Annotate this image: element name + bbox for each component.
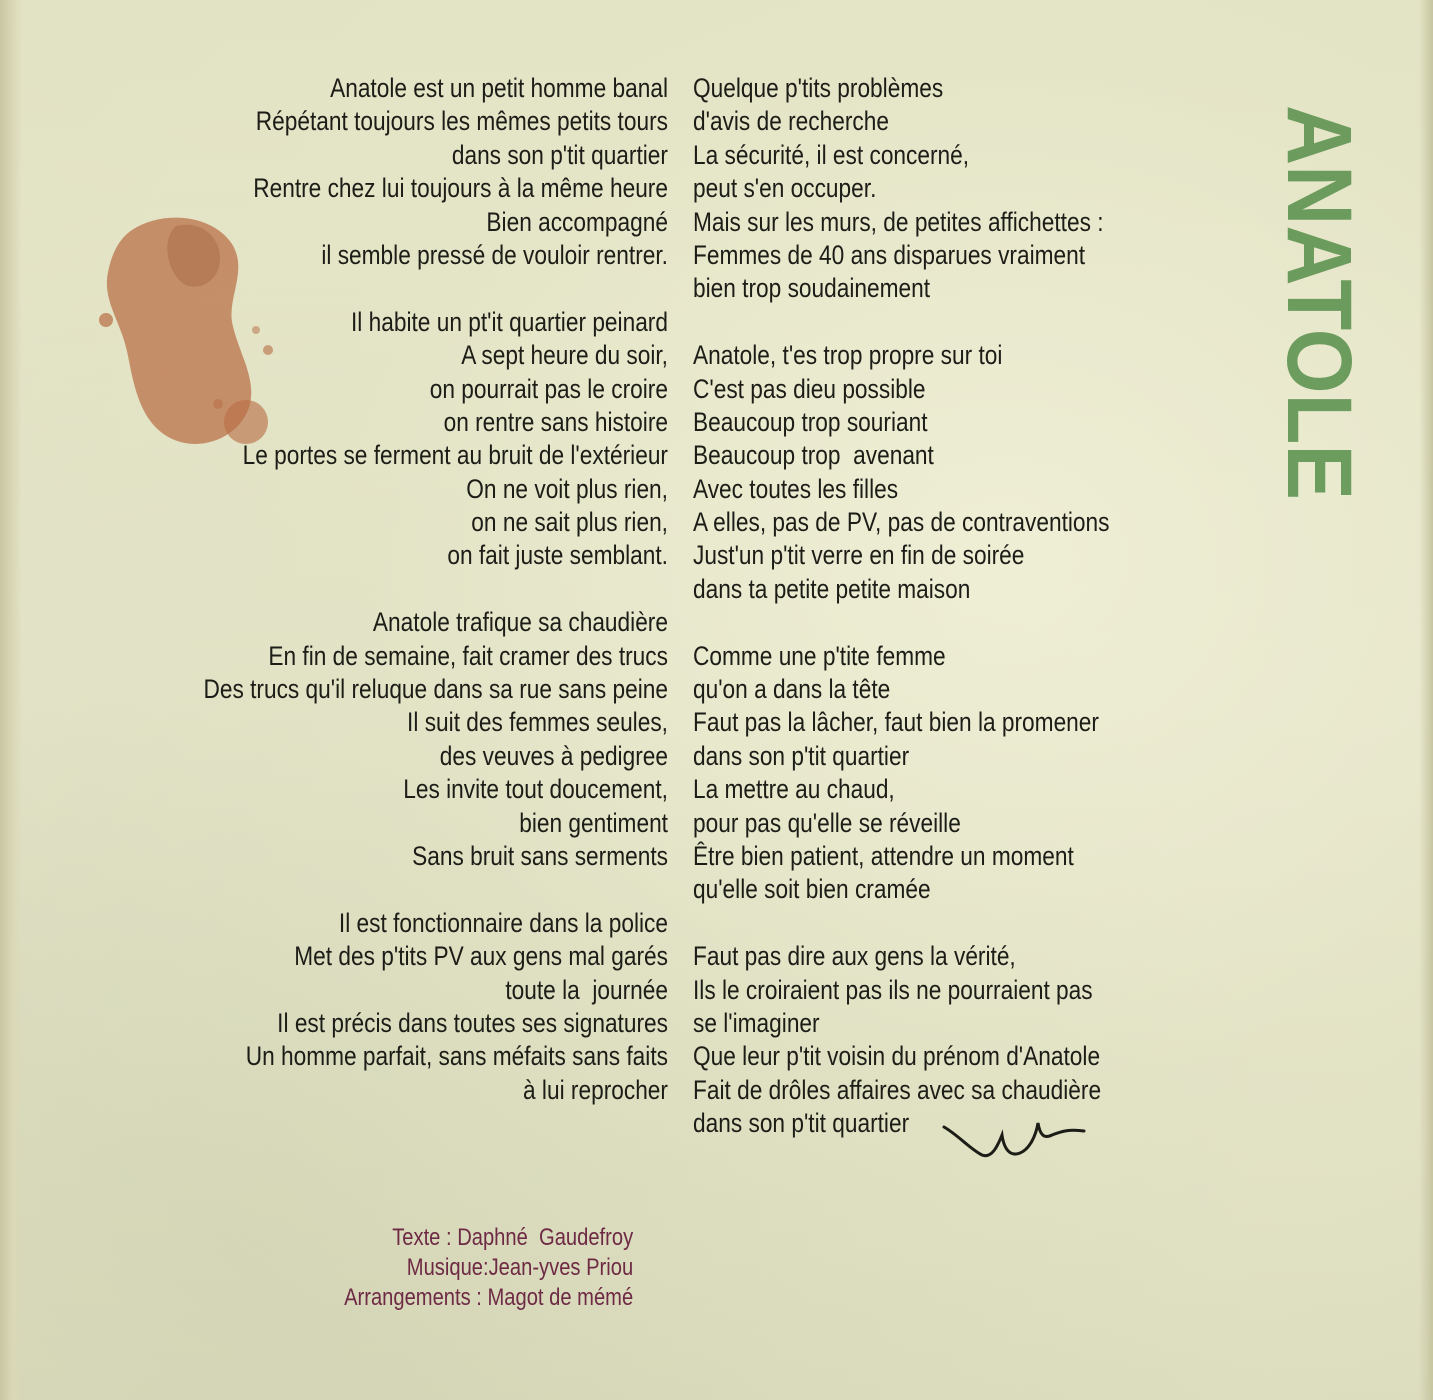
stanza [203, 306, 668, 573]
lyric-line: Le portes se ferment au bruit de l'extérieur [242, 440, 668, 471]
stanza-spacer [693, 907, 1110, 940]
lyric-line: d'avis de recherche [693, 106, 889, 137]
stanza [203, 72, 668, 272]
lyric-line: se l'imaginer [693, 1007, 820, 1038]
lyric-line: peut s'en occuper. [693, 173, 877, 204]
lyric-line: Femmes de 40 ans disparues vraiment [693, 239, 1086, 270]
lyric-line: Ils le croiraient pas ils ne pourraient pas [693, 974, 1093, 1005]
lyric-line: Anatole est un petit homme banal [330, 73, 668, 103]
lyric-line: Beaucoup trop souriant [693, 406, 928, 437]
lyric-line: Just'un p'tit verre en fin de soirée [693, 540, 1025, 571]
lyric-line: on rentre sans histoire [443, 406, 668, 437]
lyric-line: Rentre chez lui toujours à la même heure [253, 173, 668, 204]
lyric-line: Beaucoup trop avenant [693, 440, 934, 471]
stanza-spacer [203, 873, 668, 906]
lyric-line: dans son p'tit quartier [451, 139, 668, 170]
lyric-line: A elles, pas de PV, pas de contraventions [693, 507, 1110, 538]
lyric-line: on ne sait plus rien, [471, 507, 668, 538]
stanza-spacer [203, 272, 668, 305]
lyric-line: à lui reprocher [523, 1074, 668, 1105]
handwritten-flourish-icon [940, 1105, 1090, 1165]
credit-text: Texte : Daphné Gaudefroy [392, 1224, 633, 1251]
lyric-line: Il habite un pt'it quartier peinard [350, 306, 668, 337]
lyric-line: Anatole trafique sa chaudière [372, 607, 668, 638]
lyric-line: Faut pas dire aux gens la vérité, [693, 941, 1016, 972]
lyric-line: bien trop soudainement [693, 273, 931, 304]
lyric-line: On ne voit plus rien, [466, 473, 668, 504]
lyric-line: Met des p'tits PV aux gens mal garés [294, 941, 668, 972]
lyric-line: Il suit des femmes seules, [407, 707, 668, 738]
lyrics-left-column [203, 72, 668, 1107]
credit-music: Musique:Jean-yves Priou [406, 1254, 633, 1281]
lyric-line: Il est fonctionnaire dans la police [338, 907, 668, 938]
page-left-edge [0, 0, 22, 1400]
song-credits [344, 1223, 633, 1313]
lyric-line: on fait juste semblant. [447, 540, 668, 571]
stanza [693, 72, 1110, 306]
lyric-line: Répétant toujours les mêmes petits tours [255, 106, 668, 137]
lyric-line: Comme une p'tite femme [693, 640, 946, 671]
lyric-line: C'est pas dieu possible [693, 373, 926, 404]
stanza [693, 640, 1110, 907]
lyric-line: Mais sur les murs, de petites affichettes : [693, 206, 1104, 237]
song-title [1252, 105, 1370, 542]
lyric-line: des veuves à pedigree [439, 740, 668, 771]
lyric-line: Les invite tout doucement, [403, 774, 668, 805]
lyric-line: pour pas qu'elle se réveille [693, 807, 961, 838]
lyric-line: on pourrait pas le croire [429, 373, 668, 404]
lyric-line: En fin de semaine, fait cramer des trucs [268, 640, 668, 671]
lyric-line: dans son p'tit quartier [693, 740, 910, 771]
lyric-line: toute la journée [505, 974, 668, 1005]
lyric-line: qu'on a dans la tête [693, 674, 891, 705]
lyric-line: La sécurité, il est concerné, [693, 139, 970, 170]
lyric-line: Faut pas la lâcher, faut bien la promener [693, 707, 1099, 738]
stanza [693, 339, 1110, 606]
lyric-line: Quelque p'tits problèmes [693, 73, 944, 103]
song-title-text: ANATOLE [1268, 105, 1370, 542]
lyric-line: il semble pressé de vouloir rentrer. [321, 239, 668, 270]
stanza-spacer [203, 573, 668, 606]
stanza-spacer [693, 606, 1110, 639]
stanza-spacer [693, 306, 1110, 339]
lyric-line: qu'elle soit bien cramée [693, 874, 931, 905]
lyric-line: Fait de drôles affaires avec sa chaudière [693, 1074, 1102, 1105]
stanza [203, 606, 668, 873]
lyric-line: dans son p'tit quartier [693, 1108, 910, 1139]
lyric-line: A sept heure du soir, [461, 340, 668, 371]
lyric-line: bien gentiment [519, 807, 668, 838]
lyric-line: La mettre au chaud, [693, 774, 895, 805]
stanza [203, 907, 668, 1107]
credit-arrangements: Arrangements : Magot de mémé [343, 1284, 633, 1311]
lyric-line: Anatole, t'es trop propre sur toi [693, 340, 1003, 371]
lyric-line: Que leur p'tit voisin du prénom d'Anatole [693, 1041, 1101, 1072]
lyric-line: Avec toutes les filles [693, 473, 899, 504]
lyrics-right-column [693, 72, 1110, 1141]
page-right-edge [1419, 0, 1433, 1400]
lyric-line: Sans bruit sans serments [412, 840, 668, 871]
lyric-line: Bien accompagné [486, 206, 668, 237]
lyric-line: Être bien patient, attendre un moment [693, 840, 1074, 871]
lyric-line: Un homme parfait, sans méfaits sans faits [245, 1041, 669, 1072]
lyric-line: Des trucs qu'il reluque dans sa rue sans peine [203, 674, 668, 705]
lyric-line: Il est précis dans toutes ses signatures [277, 1007, 668, 1038]
lyric-line: dans ta petite petite maison [693, 573, 971, 604]
